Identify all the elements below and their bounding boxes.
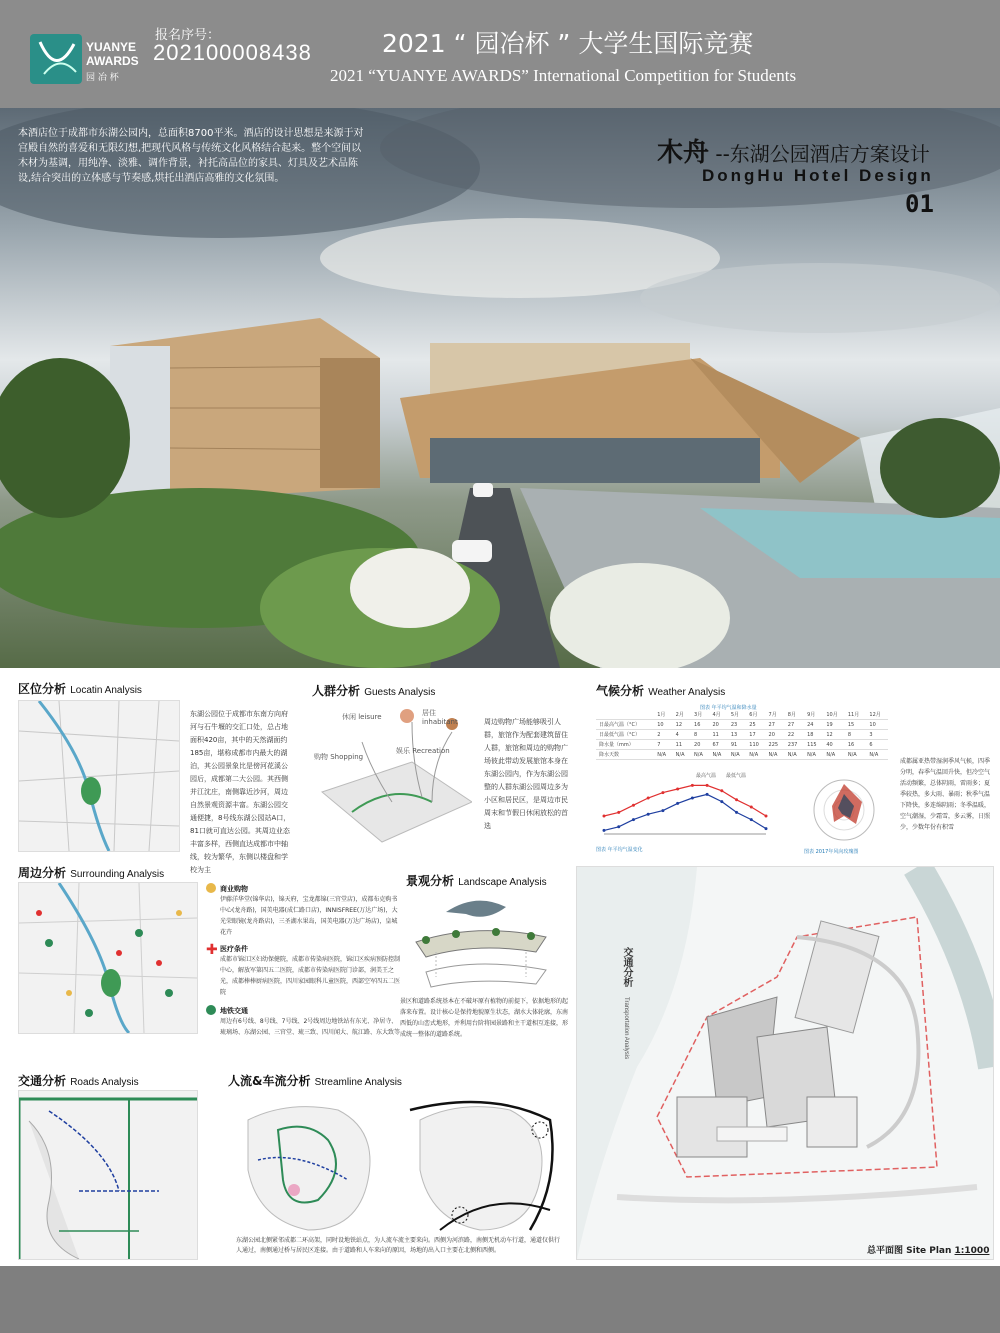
project-title-cn xyxy=(657,132,930,169)
weather-cell: 115 xyxy=(804,740,823,750)
guest-tag: 休闲 leisure xyxy=(342,713,382,721)
analysis-board xyxy=(0,668,1000,1266)
temperature-line-chart xyxy=(596,774,776,854)
weather-cell: 18 xyxy=(804,730,823,740)
landscape-title: 景观分析 xyxy=(406,874,455,888)
weather-cell: N/A xyxy=(673,750,691,760)
high-temp-line-point xyxy=(720,789,723,792)
high-temp-line-point xyxy=(632,804,635,807)
weather-cell: 11 xyxy=(673,740,691,750)
weather-month-header: 9月 xyxy=(804,710,823,720)
low-temp-line-point xyxy=(691,797,694,800)
weather-cell: 25 xyxy=(746,720,765,730)
weather-month-header: 12月 xyxy=(866,710,888,720)
site-plan xyxy=(576,866,994,1260)
high-temp-line-point xyxy=(691,784,694,787)
guest-tag: 居住 inhabitant xyxy=(422,709,458,726)
high-temp-line-point xyxy=(617,811,620,814)
high-temp-line-point xyxy=(750,806,753,809)
weather-cell: 6 xyxy=(866,740,888,750)
weather-cell: 2 xyxy=(654,730,672,740)
weather-analysis-heading xyxy=(596,682,725,699)
site-plan-caption xyxy=(867,1243,989,1256)
metro-icon xyxy=(206,1005,216,1015)
weather-month-header: 7月 xyxy=(766,710,785,720)
surrounding-title-en: Surrounding Analysis xyxy=(70,869,165,880)
weather-cell: 10 xyxy=(866,720,888,730)
logo-text-line3: 园 冶 杯 xyxy=(86,73,119,83)
weather-cell: 8 xyxy=(691,730,709,740)
shopping-icon xyxy=(206,883,216,893)
weather-cell: 4 xyxy=(673,730,691,740)
high-temp-line-point xyxy=(676,788,679,791)
site-plan-caption-text: 总平面图 Site Plan xyxy=(867,1246,952,1256)
weather-cell: 19 xyxy=(823,720,845,730)
location-title-en: Locatin Analysis xyxy=(70,685,142,696)
high-temp-line-point xyxy=(603,815,606,818)
weather-cell: 20 xyxy=(691,740,709,750)
project-title-main: 木舟 xyxy=(657,138,710,168)
logo-text-line1: YUANYE xyxy=(86,40,137,54)
surrounding-map xyxy=(18,882,198,1034)
weather-cell: 91 xyxy=(728,740,746,750)
weather-cell: 7 xyxy=(654,740,672,750)
low-temp-line-point xyxy=(706,793,709,796)
weather-table-title: 图表 年平均气温和降水量 xyxy=(700,705,757,711)
header-bar xyxy=(0,0,1000,108)
weather-month-header: 11月 xyxy=(845,710,867,720)
medical-text: 成都市锦江区妇幼保健院，成都市传染病医院，锦江区疾病预防控制中心，解放军第四五二医院，成都市传染病医院门诊部，润美王之光，成都棒棒厨病医院，四川家园眼科儿童医院，西部空军四五二医院 xyxy=(220,956,401,996)
guest-tag: 娱乐 Recreation xyxy=(396,747,450,755)
site-plan-side-label-en: Transportation Analysis xyxy=(623,997,629,1060)
registration-label: 报名序号： xyxy=(155,28,221,43)
weather-month-header: 5月 xyxy=(728,710,746,720)
low-temp-line-point xyxy=(735,811,738,814)
high-temp-line-point xyxy=(735,798,738,801)
landscape-exploded-diagram xyxy=(406,892,556,992)
weather-row-label: 日最低气温（°C） xyxy=(596,730,654,740)
competition-title-cn: 2021 “ 园冶杯 ” 大学生国际竞赛 xyxy=(382,29,754,58)
weather-title: 气候分析 xyxy=(596,684,645,698)
roads-title-en: Roads Analysis xyxy=(70,1077,139,1088)
guest-tag: 购物 Shopping xyxy=(314,753,364,761)
high-temp-line-point xyxy=(706,784,709,787)
temperature-chart-caption: 图表 年平均气温变化 xyxy=(596,847,643,853)
weather-cell: 24 xyxy=(804,720,823,730)
high-temp-line-point xyxy=(661,791,664,794)
landscape-analysis-heading xyxy=(406,872,547,889)
high-temp-line-point xyxy=(765,815,768,818)
shopping-text: 伊藤洋华堂(锦华店)，锦天府，宝龙都锦(三官堂店)，成都布克购书中心(龙舟路)，国美电器(成仁路口店)，INNISFREE(万达广场)，大光荣眼镜(龙舟路店)，三圣湖水果岛，国美电器(万达广场店)，皇城花卉 xyxy=(220,896,398,936)
metro-text: 周边有6号线、8号线、7号线、2号线周边地铁站有东光、净居寺、琉璃场、东湖公园、三官堂、琉三致、四川闻大、航江路、东大致等 xyxy=(220,1018,401,1036)
weather-table-row xyxy=(596,730,888,740)
weather-cell: 23 xyxy=(728,720,746,730)
weather-cell: 16 xyxy=(845,740,867,750)
streamline-text: 东湖公园北侧紧邻成都二环高架，同时设地铁站点，为人流车流主要来向。西侧为河滨路，南侧无机动车行道，通道仅供行人通过，南侧通过桥与居民区连接。由于道路和人车来向的原因，场地的出入口主要在北侧和西侧。 xyxy=(236,1237,561,1254)
surrounding-group-shopping xyxy=(206,884,402,938)
low-temp-line-point xyxy=(661,809,664,812)
weather-cell: 67 xyxy=(709,740,727,750)
low-temp-line-point xyxy=(617,825,620,828)
logo-mark-icon xyxy=(30,34,82,84)
weather-cell: N/A xyxy=(691,750,709,760)
guests-title: 人群分析 xyxy=(312,684,361,698)
medical-cross-icon: ✚ xyxy=(206,942,218,958)
guests-analysis-heading xyxy=(312,682,435,699)
weather-cell: 27 xyxy=(785,720,804,730)
hero-rendering xyxy=(0,108,1000,668)
roads-map xyxy=(18,1090,198,1260)
weather-cell: 11 xyxy=(709,730,727,740)
weather-cell: 110 xyxy=(746,740,765,750)
location-text: 东湖公园位于成都市东南方向府河与石牛堰的交汇口处，总占地面积420亩，其中的天然湖面约185亩，堪称成都市内最大的湖泊，其公园景象比是傍河花溪公园后，成都第二大公园。其西侧并江沈庄，南侧靠近沙河，周边自然景观资源丰富。东湖公园交通便捷，8号线东湖公园站A口，81口就可直达公园。其周边业态丰富多样，西侧直达成都市中轴线，较为繁华，东侧以楼盘和学校为主 xyxy=(190,710,291,874)
weather-cell: N/A xyxy=(728,750,746,760)
weather-cell: 10 xyxy=(654,720,672,730)
weather-text: 成都属亚热带湿润季风气候，四季分明，春季气温回升快，但冷空气活动频繁，总体阴雨，雷雨多；夏季较热，多大雨、暴雨；秋季气温下降快，多连绵阴雨；冬季温暖，空气潮湿，少霜雪，多云雾，日照少，少数年份有积雪 xyxy=(900,758,991,831)
weather-month-header: 2月 xyxy=(673,710,691,720)
weather-table-row xyxy=(596,720,888,730)
guests-title-en: Guests Analysis xyxy=(364,687,436,698)
streamline-analysis-heading xyxy=(228,1072,402,1089)
weather-cell: 22 xyxy=(785,730,804,740)
location-title: 区位分析 xyxy=(18,682,67,696)
weather-cell: 40 xyxy=(823,740,845,750)
weather-month-header: 6月 xyxy=(746,710,765,720)
weather-cell: N/A xyxy=(785,750,804,760)
surrounding-group-medical xyxy=(206,944,402,998)
registration-number: 202100008438 xyxy=(153,40,312,65)
logo-text-line2: AWARDS xyxy=(86,54,139,68)
location-map xyxy=(18,700,180,852)
weather-cell: N/A xyxy=(709,750,727,760)
surrounding-title: 周边分析 xyxy=(18,866,67,880)
shopping-title: 商业购物 xyxy=(220,885,248,893)
weather-table-row xyxy=(596,740,888,750)
weather-cell: 225 xyxy=(766,740,785,750)
project-title-en: DongHu Hotel Design xyxy=(702,166,934,185)
low-temp-line-point xyxy=(603,829,606,832)
site-plan-side-label: 交通分析 xyxy=(621,947,632,987)
weather-cell: 3 xyxy=(866,730,888,740)
landscape-text: 景区和道路系统基本在不破坏原有植物的前提下，依据地形的起落来布置。设计核心是保持地貌原生状态，湖水大体轮廓，东南西低的山峦式地形，并利用台阶将园景路和主干道相互连接，形成统一整体的道路系统。 xyxy=(400,998,569,1038)
low-temp-line-point xyxy=(720,800,723,803)
weather-month-header: 8月 xyxy=(785,710,804,720)
people-flow-map xyxy=(228,1090,390,1240)
low-temp-line-point xyxy=(750,818,753,821)
weather-cell: 12 xyxy=(823,730,845,740)
streamline-title-en: Streamline Analysis xyxy=(314,1077,402,1088)
vehicle-flow-map xyxy=(400,1090,562,1240)
project-intro-text: 本酒店位于成都市东湖公园内，总面积8700平米。酒店的设计思想是来源于对宫殿自然的喜爱和无限幻想,把现代风格与传统文化风格结合起来。整个空间以木材为基调，用纯净、淡雅、调作背景，衬托高品位的家具、灯具及艺术品陈设,结合突出的立体感与节奏感,烘托出酒店高雅的文化氛围。 xyxy=(18,128,364,184)
weather-table-row xyxy=(596,750,888,760)
metro-title: 地铁交通 xyxy=(220,1007,248,1015)
legend-high: 最高气温 xyxy=(696,773,717,779)
medical-title: 医疗条件 xyxy=(220,945,248,953)
legend-low: 最低气温 xyxy=(726,773,747,779)
low-temp-line-point xyxy=(647,813,650,816)
weather-cell: 8 xyxy=(845,730,867,740)
weather-cell: 16 xyxy=(691,720,709,730)
weather-cell: N/A xyxy=(823,750,845,760)
weather-cell: N/A xyxy=(845,750,867,760)
weather-table-header xyxy=(596,710,888,720)
weather-cell: 20 xyxy=(709,720,727,730)
weather-row-label: 降水天数 xyxy=(596,750,654,760)
high-temp-line-point xyxy=(647,797,650,800)
surrounding-analysis-heading xyxy=(18,864,164,881)
low-temp-line xyxy=(604,794,766,830)
project-title-sub: --东湖公园酒店方案设计 xyxy=(709,142,930,166)
weather-cell: N/A xyxy=(866,750,888,760)
weather-cell: N/A xyxy=(654,750,672,760)
weather-month-header: 4月 xyxy=(709,710,727,720)
wind-rose-chart xyxy=(804,772,884,856)
weather-cell: 237 xyxy=(785,740,804,750)
weather-title-en: Weather Analysis xyxy=(648,687,726,698)
weather-row-label: 日最高气温（°C） xyxy=(596,720,654,730)
low-temp-line-point xyxy=(765,827,768,830)
wind-rose-caption: 图表 2017年风向玫瑰图 xyxy=(804,849,859,855)
weather-cell: 17 xyxy=(746,730,765,740)
sheet-number: 01 xyxy=(905,190,934,218)
weather-cell: 13 xyxy=(728,730,746,740)
yuanye-awards-logo xyxy=(30,34,142,84)
weather-row-label: 降水量（mm） xyxy=(596,740,654,750)
streamline-title: 人流&车流分析 xyxy=(228,1074,311,1088)
roads-title: 交通分析 xyxy=(18,1074,67,1088)
competition-title-en: 2021 “YUANYE AWARDS” International Competition for Students xyxy=(330,66,797,85)
guests-text: 周边购物广场能够吸引人群，旅馆作为配套建筑留住人群，旅馆和周边的购物广场彼此带动发展旅馆本身在东湖公园内，作为东湖公园整的人群东湖公园周边多为小区和居民区，是周边市民周末和节假日休闲放松的首选 xyxy=(484,718,568,830)
surrounding-group-metro xyxy=(206,1006,402,1038)
weather-cell: 20 xyxy=(766,730,785,740)
landscape-title-en: Landscape Analysis xyxy=(458,877,547,888)
roads-analysis-heading xyxy=(18,1072,139,1089)
hotel-rendering-illustration xyxy=(0,108,1000,668)
weather-cell: 15 xyxy=(845,720,867,730)
weather-cell: 12 xyxy=(673,720,691,730)
guests-diagram xyxy=(312,702,472,850)
weather-cell: N/A xyxy=(746,750,765,760)
weather-month-header: 1月 xyxy=(654,710,672,720)
weather-cell: N/A xyxy=(766,750,785,760)
footer-bar xyxy=(0,1266,1000,1333)
weather-month-header: 10月 xyxy=(823,710,845,720)
weather-cell: N/A xyxy=(804,750,823,760)
location-analysis-heading xyxy=(18,680,142,697)
low-temp-line-point xyxy=(676,802,679,805)
weather-month-header: 3月 xyxy=(691,710,709,720)
low-temp-line-point xyxy=(632,818,635,821)
site-plan-scale: 1:1000 xyxy=(954,1246,990,1256)
weather-cell: 27 xyxy=(766,720,785,730)
weather-table xyxy=(596,710,888,760)
